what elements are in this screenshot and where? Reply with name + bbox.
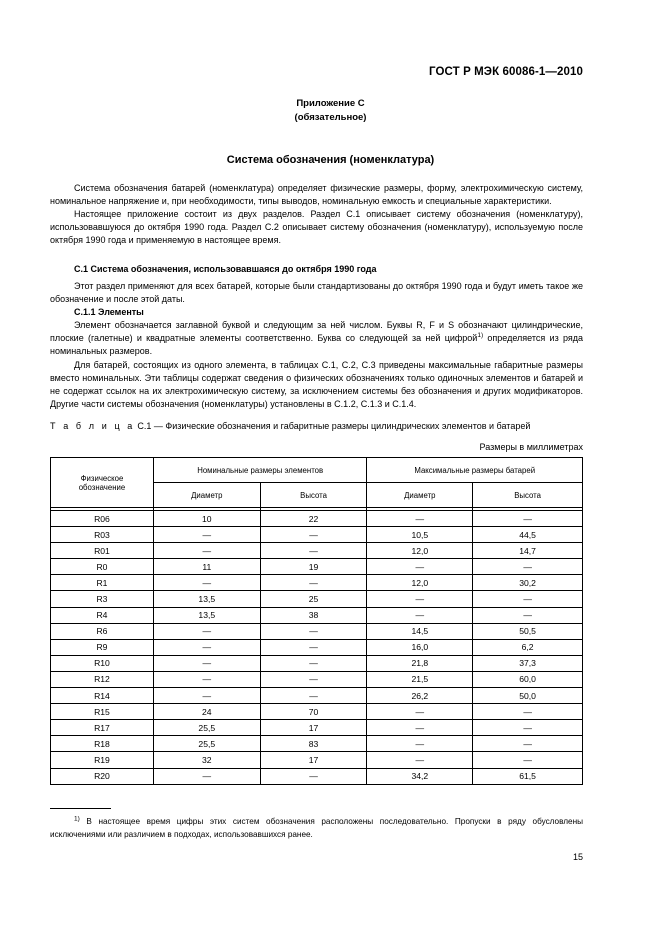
table-row bbox=[51, 575, 583, 591]
header-max-diameter: Диаметр bbox=[367, 483, 473, 508]
cell-nominal-height: — bbox=[260, 639, 367, 655]
table-caption-text: С.1 — Физические обозначения и габаритные размеры цилиндрических элементов и батарей bbox=[134, 421, 531, 431]
cell-designation: R4 bbox=[51, 607, 154, 623]
annex-heading bbox=[0, 97, 661, 125]
cell-nominal-height: — bbox=[260, 671, 367, 687]
cell-designation: R6 bbox=[51, 623, 154, 639]
cell-max-diameter: — bbox=[367, 559, 473, 575]
table-row bbox=[51, 720, 583, 736]
table-row bbox=[51, 639, 583, 655]
paragraph-purpose: Система обозначения батарей (номенклатура) определяет физические размеры, форму, электрохимическую систему, номинальное напряжение и, при необходимости, типы выводов, номинальную емкость и специальные характеристики. bbox=[50, 183, 583, 207]
cell-max-diameter: — bbox=[367, 607, 473, 623]
table-row bbox=[51, 655, 583, 671]
cell-nominal-height: 22 bbox=[260, 511, 367, 527]
section-c11-heading: С.1.1 Элементы bbox=[74, 307, 144, 318]
header-nominal-height: Высота bbox=[260, 483, 367, 508]
header-max-group: Максимальные размеры батарей bbox=[367, 458, 583, 483]
cell-nominal-diameter: 25,5 bbox=[153, 720, 260, 736]
cell-max-height: — bbox=[473, 704, 583, 720]
table-row bbox=[51, 543, 583, 559]
intro-text bbox=[50, 182, 583, 247]
cell-max-diameter: 26,2 bbox=[367, 688, 473, 704]
table-row bbox=[51, 704, 583, 720]
table-row bbox=[51, 527, 583, 543]
table-row bbox=[51, 591, 583, 607]
paragraph-elements bbox=[50, 319, 583, 358]
cell-max-diameter: 34,2 bbox=[367, 768, 473, 784]
cell-max-diameter: 21,8 bbox=[367, 655, 473, 671]
cell-designation: R19 bbox=[51, 752, 154, 768]
cell-max-diameter: — bbox=[367, 591, 473, 607]
cell-max-diameter: 12,0 bbox=[367, 543, 473, 559]
cell-max-height: 30,2 bbox=[473, 575, 583, 591]
cell-max-diameter: — bbox=[367, 511, 473, 527]
table-row bbox=[51, 623, 583, 639]
cell-nominal-height: 17 bbox=[260, 720, 367, 736]
table-row bbox=[51, 671, 583, 687]
cell-designation: R3 bbox=[51, 591, 154, 607]
cell-nominal-height: 17 bbox=[260, 752, 367, 768]
cell-max-diameter: 12,0 bbox=[367, 575, 473, 591]
cell-max-height: 50,5 bbox=[473, 623, 583, 639]
paragraph-structure: Настоящее приложение состоит из двух разделов. Раздел С.1 описывает систему обозначения (номенклатуру), использовавшуюся до октября 1990 года. Раздел С.2 описывает систему обозначения (номенклатуру), используемую после октября 1990 года и применяемую в настоящее время. bbox=[50, 209, 583, 246]
cell-designation: R06 bbox=[51, 511, 154, 527]
cell-nominal-height: — bbox=[260, 543, 367, 559]
footnote-reference: 1) bbox=[477, 332, 484, 340]
section-c1 bbox=[50, 263, 583, 276]
cell-max-height: 6,2 bbox=[473, 639, 583, 655]
cell-nominal-diameter: — bbox=[153, 623, 260, 639]
cell-designation: R03 bbox=[51, 527, 154, 543]
page-number: 15 bbox=[572, 852, 583, 862]
paragraph-elements-text: Элемент обозначается заглавной буквой и следующим за ней числом. Буквы R, F и S обозначают цилиндрические, плоские (галетные) и квадратные элементы соответственно. Буква со следующей за ней цифрой bbox=[50, 320, 583, 344]
cell-max-height: 14,7 bbox=[473, 543, 583, 559]
standard-code: ГОСТ Р МЭК 60086-1—2010 bbox=[429, 66, 583, 78]
cell-nominal-diameter: 11 bbox=[153, 559, 260, 575]
cell-designation: R14 bbox=[51, 688, 154, 704]
table-row bbox=[51, 607, 583, 623]
annex-status: (обязательное) bbox=[294, 112, 367, 123]
cell-nominal-diameter: — bbox=[153, 639, 260, 655]
cell-designation: R20 bbox=[51, 768, 154, 784]
cell-max-height: — bbox=[473, 736, 583, 752]
cell-designation: R12 bbox=[51, 671, 154, 687]
section-c1-heading: С.1 Система обозначения, использовавшаяся до октября 1990 года bbox=[74, 264, 377, 274]
cell-nominal-height: — bbox=[260, 768, 367, 784]
header-nominal-group: Номинальные размеры элементов bbox=[153, 458, 367, 483]
annex-title: Приложение С bbox=[296, 98, 365, 109]
cell-nominal-diameter: — bbox=[153, 688, 260, 704]
cell-max-height: 60,0 bbox=[473, 671, 583, 687]
paragraph-batteries: Для батарей, состоящих из одного элемента, в таблицах С.1, С.2, С.3 приведены максимальные габаритные размеры вместо номинальных. Эти таблицы содержат сведения о физических обозначениях только одиночных элементов и батарей и не содержат ссылок на их электрохимическую систему, за исключением системы без обозначения и других модификаторов. Другие части системы обозначения (номенклатуры) установлены в С.1.2, С.1.3 и С.1.4. bbox=[50, 359, 583, 409]
table-caption-label: Т а б л и ц а bbox=[50, 421, 135, 431]
cell-max-diameter: 16,0 bbox=[367, 639, 473, 655]
cell-max-height: — bbox=[473, 591, 583, 607]
cell-nominal-diameter: — bbox=[153, 543, 260, 559]
table-row bbox=[51, 688, 583, 704]
cell-max-height: — bbox=[473, 607, 583, 623]
cell-nominal-height: — bbox=[260, 527, 367, 543]
cell-max-diameter: 14,5 bbox=[367, 623, 473, 639]
cell-nominal-height: — bbox=[260, 688, 367, 704]
cell-nominal-diameter: 13,5 bbox=[153, 591, 260, 607]
footnote-marker: 1) bbox=[74, 815, 80, 823]
cell-nominal-height: 25 bbox=[260, 591, 367, 607]
cell-nominal-height: — bbox=[260, 575, 367, 591]
cell-designation: R9 bbox=[51, 639, 154, 655]
cell-nominal-height: — bbox=[260, 623, 367, 639]
paragraph-elements-tail: определяется из ряда номинальных размеров. bbox=[50, 333, 583, 357]
cell-nominal-height: 83 bbox=[260, 736, 367, 752]
cell-nominal-height: — bbox=[260, 655, 367, 671]
header-nominal-diameter: Диаметр bbox=[153, 483, 260, 508]
header-max-height: Высота bbox=[473, 483, 583, 508]
footnote-text: В настоящее время цифры этих систем обозначения расположены последовательно. Пропуски в ряду обусловлены исключениями или различием в подходах, использовавшихся ранее. bbox=[50, 817, 583, 839]
table-row bbox=[51, 736, 583, 752]
cell-max-height: — bbox=[473, 559, 583, 575]
cell-designation: R18 bbox=[51, 736, 154, 752]
cell-max-height: 44,5 bbox=[473, 527, 583, 543]
cell-nominal-diameter: — bbox=[153, 527, 260, 543]
footnote bbox=[50, 815, 583, 841]
cell-max-diameter: — bbox=[367, 752, 473, 768]
table-row bbox=[51, 768, 583, 784]
header-designation: Физическое обозначение bbox=[51, 458, 154, 508]
cell-nominal-height: 38 bbox=[260, 607, 367, 623]
cell-nominal-diameter: 10 bbox=[153, 511, 260, 527]
cell-designation: R01 bbox=[51, 543, 154, 559]
cell-nominal-height: 19 bbox=[260, 559, 367, 575]
cell-designation: R1 bbox=[51, 575, 154, 591]
document-title: Система обозначения (номенклатура) bbox=[226, 154, 435, 166]
cell-designation: R15 bbox=[51, 704, 154, 720]
cell-nominal-diameter: — bbox=[153, 575, 260, 591]
cell-max-height: 50,0 bbox=[473, 688, 583, 704]
cell-max-diameter: — bbox=[367, 720, 473, 736]
cell-max-height: — bbox=[473, 720, 583, 736]
table-caption bbox=[50, 421, 530, 431]
cell-nominal-diameter: 24 bbox=[153, 704, 260, 720]
table-row bbox=[51, 752, 583, 768]
cell-max-diameter: 21,5 bbox=[367, 671, 473, 687]
cell-nominal-diameter: 13,5 bbox=[153, 607, 260, 623]
dimensions-table bbox=[50, 457, 583, 785]
cell-nominal-height: 70 bbox=[260, 704, 367, 720]
cell-designation: R0 bbox=[51, 559, 154, 575]
cell-designation: R10 bbox=[51, 655, 154, 671]
footnote-divider bbox=[50, 808, 111, 809]
section-c1-body bbox=[50, 280, 583, 411]
table-row bbox=[51, 511, 583, 527]
table-body bbox=[51, 508, 583, 785]
cell-max-height: 37,3 bbox=[473, 655, 583, 671]
cell-max-height: — bbox=[473, 511, 583, 527]
cell-designation: R17 bbox=[51, 720, 154, 736]
cell-max-height: 61,5 bbox=[473, 768, 583, 784]
cell-nominal-diameter: 25,5 bbox=[153, 736, 260, 752]
cell-max-diameter: 10,5 bbox=[367, 527, 473, 543]
cell-max-diameter: — bbox=[367, 736, 473, 752]
cell-nominal-diameter: — bbox=[153, 768, 260, 784]
paragraph-scope: Этот раздел применяют для всех батарей, которые были стандартизованы до октября 1990 года и будут иметь такое же обозначение и после этой даты. bbox=[50, 281, 583, 305]
cell-max-height: — bbox=[473, 752, 583, 768]
cell-nominal-diameter: — bbox=[153, 671, 260, 687]
cell-nominal-diameter: — bbox=[153, 655, 260, 671]
table-units: Размеры в миллиметрах bbox=[479, 442, 583, 452]
cell-nominal-diameter: 32 bbox=[153, 752, 260, 768]
table-row bbox=[51, 559, 583, 575]
cell-max-diameter: — bbox=[367, 704, 473, 720]
